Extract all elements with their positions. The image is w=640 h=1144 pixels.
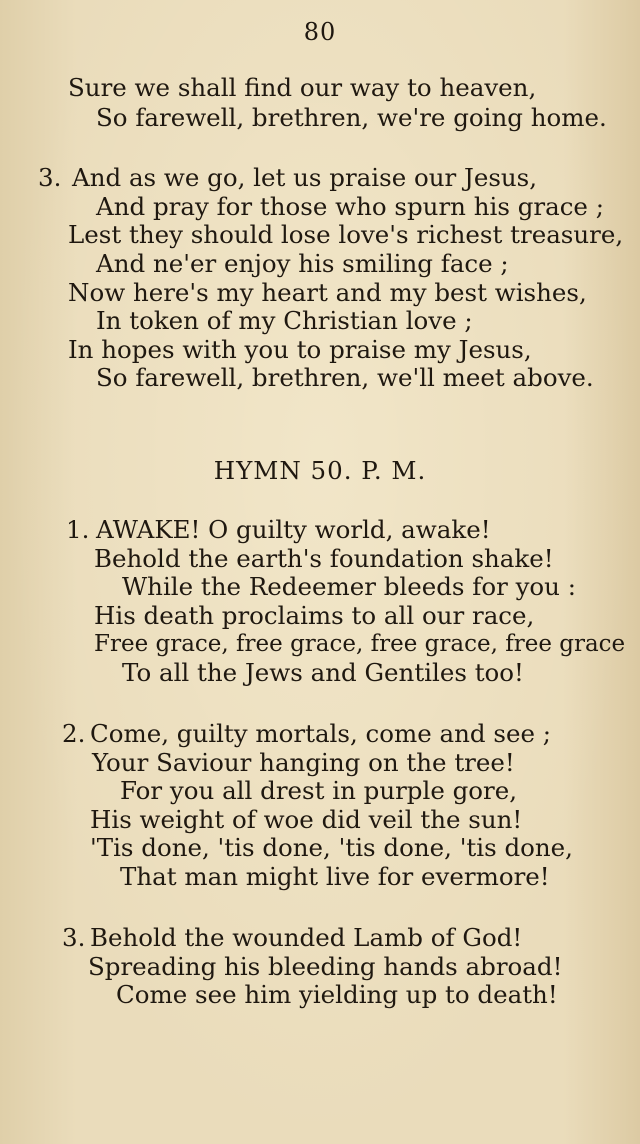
verse-line: And as we go, let us praise our Jesus, <box>72 163 538 192</box>
verse-line: Behold the earth's foundation shake! <box>94 544 554 573</box>
verse-number: 3. <box>38 163 62 192</box>
verse-line: 'Tis done, 'tis done, 'tis done, 'tis done, <box>90 833 573 862</box>
verse-number: 1. <box>66 515 90 544</box>
verse-line: So farewell, brethren, we'll meet above. <box>96 363 594 392</box>
verse-number: 3. <box>62 923 86 952</box>
page-number: 80 <box>303 18 337 46</box>
verse-line: To all the Jews and Gentiles too! <box>122 658 524 687</box>
verse-line: While the Redeemer bleeds for you : <box>122 572 576 601</box>
verse-line: Spreading his bleeding hands abroad! <box>88 952 563 981</box>
verse-line: That man might live for evermore! <box>120 862 550 891</box>
verse-line: AWAKE! O guilty world, awake! <box>96 515 491 544</box>
verse-line: Sure we shall find our way to heaven, <box>68 73 537 102</box>
verse-line: Come see him yielding up to death! <box>116 980 558 1009</box>
verse-line: Your Saviour hanging on the tree! <box>92 748 515 777</box>
verse-line: In token of my Christian love ; <box>96 306 473 335</box>
verse-line: His weight of woe did veil the sun! <box>90 805 523 834</box>
verse-line: Behold the wounded Lamb of God! <box>90 923 523 952</box>
verse-line: Free grace, free grace, free grace, free grace <box>94 631 626 657</box>
verse-line: Lest they should lose love's richest treasure, <box>68 220 624 249</box>
verse-line: Come, guilty mortals, come and see ; <box>90 719 552 748</box>
verse-line: So farewell, brethren, we're going home. <box>96 103 607 132</box>
verse-line: His death proclaims to all our race, <box>94 601 535 630</box>
hymn-title: HYMN 50. P. M. <box>213 456 427 485</box>
verse-line: And ne'er enjoy his smiling face ; <box>96 249 509 278</box>
verse-line: Now here's my heart and my best wishes, <box>68 278 587 307</box>
verse-line: And pray for those who spurn his grace ; <box>96 192 604 221</box>
verse-line: For you all drest in purple gore, <box>120 776 518 805</box>
verse-line: In hopes with you to praise my Jesus, <box>68 335 532 364</box>
verse-number: 2. <box>62 719 86 748</box>
